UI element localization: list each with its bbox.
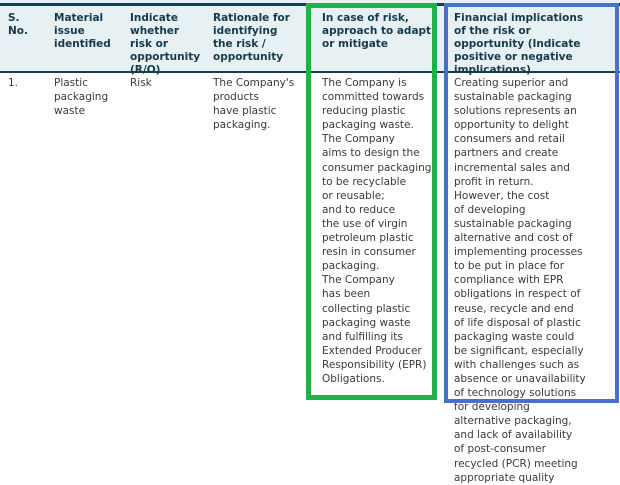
text-line: absence or unavailability: [454, 372, 586, 385]
text-line: waste: [54, 105, 86, 118]
text-line: consumers and retail: [454, 133, 565, 146]
text-line: No.: [8, 25, 28, 37]
cell-risk-or-opportunity: [130, 76, 152, 90]
text-line: Financial implications: [454, 12, 584, 24]
text-line: The Company's: [213, 77, 295, 89]
text-line: has been: [322, 288, 371, 301]
text-line: reuse, recycle and end: [454, 302, 574, 315]
text-line: resin in consumer: [322, 246, 416, 259]
text-line: petroleum plastic: [322, 232, 414, 245]
text-line: the risk /: [213, 38, 266, 50]
text-line: alternative packaging,: [454, 415, 572, 428]
text-line: the use of virgin: [322, 217, 408, 230]
text-line: incremental sales and: [454, 161, 570, 174]
text-line: packaging waste: [322, 316, 411, 329]
text-line: Rationale for: [213, 12, 290, 24]
text-line: identified: [54, 38, 111, 50]
text-line: identifying: [213, 25, 278, 37]
text-line: reducing plastic: [322, 105, 406, 118]
text-line: sustainable packaging: [454, 217, 572, 230]
text-line: sustainable packaging: [454, 91, 572, 104]
text-line: Plastic: [54, 77, 88, 89]
cell-rationale: [213, 76, 294, 132]
text-line: implementing processes: [454, 246, 583, 259]
financial-highlight-box: [444, 3, 619, 403]
text-line: Creating superior and: [454, 77, 569, 89]
text-line: of developing: [454, 203, 526, 216]
text-line: 1.: [8, 77, 19, 89]
text-line: Extended Producer: [322, 344, 422, 357]
cell-sno: [8, 76, 18, 90]
text-line: appropriate quality: [454, 471, 555, 484]
text-line: packaging: [54, 91, 109, 104]
text-line: The Company is: [322, 77, 407, 89]
text-line: S.: [8, 12, 20, 24]
text-line: consumer packaging: [322, 161, 432, 174]
text-line: Material: [54, 12, 104, 24]
text-line: opportunity: [130, 51, 201, 63]
text-line: risk or: [130, 38, 169, 50]
text-line: packaging waste.: [322, 119, 414, 132]
text-line: packaging waste could: [454, 330, 575, 343]
text-line: approach to adapt: [322, 25, 432, 37]
text-line: solutions represents an: [454, 105, 577, 118]
text-line: Indicate: [130, 12, 178, 24]
text-line: of post-consumer: [454, 443, 546, 456]
text-line: of the risk or: [454, 25, 531, 37]
text-line: to be put in place for: [454, 260, 565, 273]
text-line: recycled (PCR) meeting: [454, 457, 578, 470]
text-line: Risk: [130, 77, 152, 89]
text-line: obligations in respect of: [454, 288, 581, 301]
header-rationale: [213, 12, 290, 64]
text-line: The Company: [322, 274, 395, 287]
text-line: with challenges such as: [454, 358, 580, 371]
text-line: be significant, especially: [454, 344, 584, 357]
header-sno: [8, 12, 28, 38]
text-line: packaging.: [213, 119, 271, 132]
text-line: of life disposal of plastic: [454, 316, 581, 329]
text-line: or mitigate: [322, 38, 388, 50]
text-line: whether: [130, 25, 180, 37]
text-line: and to reduce: [322, 203, 396, 216]
text-line: committed towards: [322, 91, 425, 104]
text-line: have plastic: [213, 105, 277, 118]
text-line: positive or negative: [454, 51, 573, 63]
text-line: to be recyclable: [322, 175, 407, 188]
text-line: of technology solutions: [454, 387, 577, 400]
header-risk-or-opportunity: [130, 12, 200, 77]
approach-highlight-box: [306, 3, 437, 400]
text-line: packaging.: [322, 260, 380, 273]
text-line: opportunity (Indicate: [454, 38, 581, 50]
header-material-issue: [54, 12, 111, 51]
text-line: and lack of availability: [454, 429, 573, 442]
text-line: products: [213, 91, 259, 104]
text-line: partners and create: [454, 147, 559, 160]
text-line: or reusable;: [322, 189, 385, 202]
text-line: compliance with EPR: [454, 274, 564, 287]
text-line: However, the cost: [454, 189, 550, 202]
text-line: Obligations.: [322, 372, 385, 385]
text-line: alternative and cost of: [454, 232, 573, 245]
text-line: opportunity to delight: [454, 119, 569, 132]
text-line: implications): [454, 64, 531, 76]
text-line: In case of risk,: [322, 12, 409, 24]
cell-material-issue: [54, 76, 108, 118]
text-line: issue: [54, 25, 85, 37]
text-line: aims to design the: [322, 147, 420, 160]
text-line: for developing: [454, 401, 530, 414]
text-line: profit in return.: [454, 175, 534, 188]
text-line: collecting plastic: [322, 302, 411, 315]
text-line: Responsibility (EPR): [322, 358, 427, 371]
text-line: (R/O): [130, 64, 161, 76]
text-line: and fulfilling its: [322, 330, 403, 343]
text-line: The Company: [322, 133, 395, 146]
text-line: opportunity: [213, 51, 284, 63]
